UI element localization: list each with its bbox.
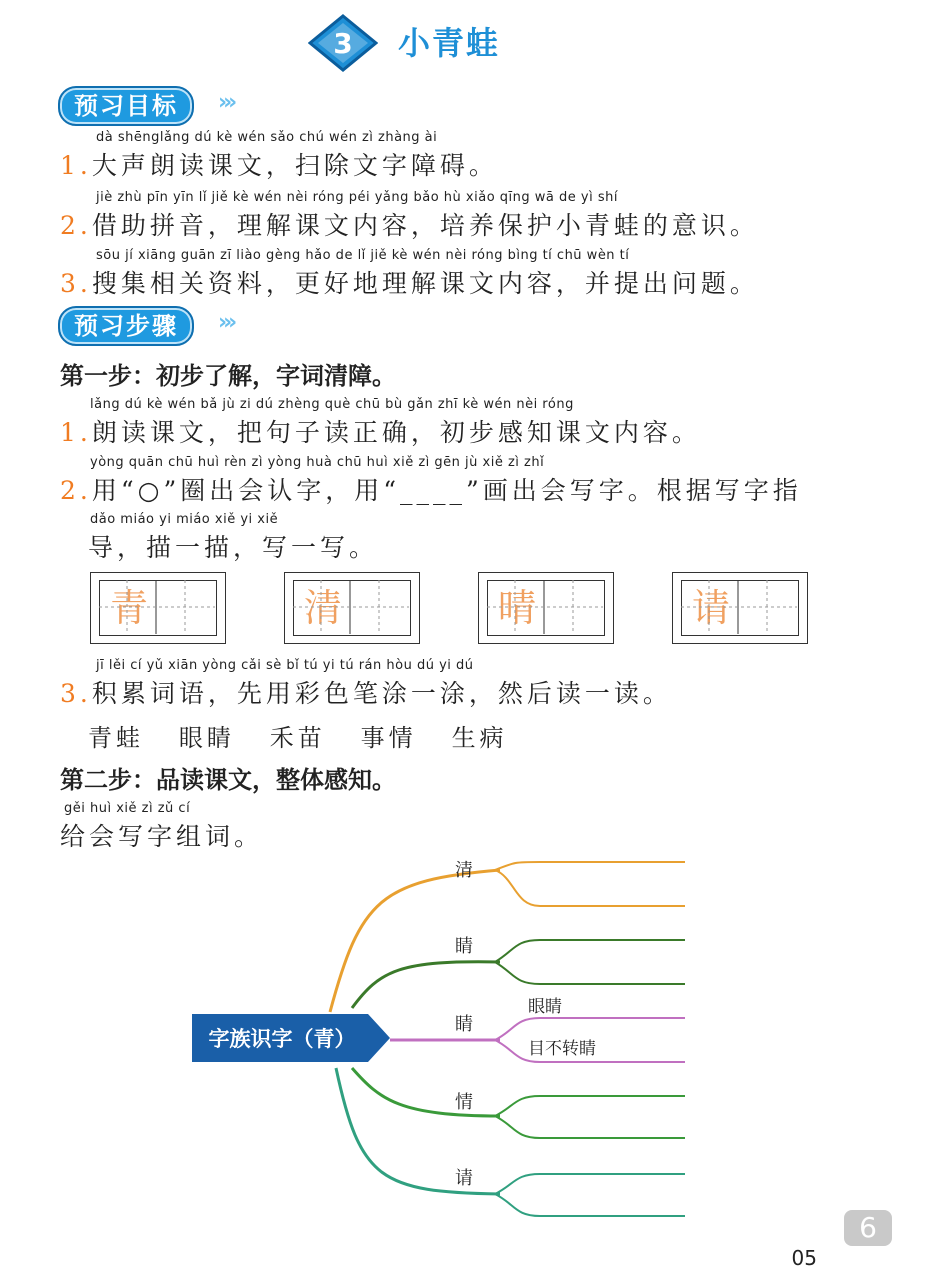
svg-text:3: 3 [333,27,353,60]
step1-item2: 2.用“○”圈出会认字，用“____”画出会写字。根据写字指 [60,476,802,505]
goal-3-pinyin: sōu jí xiāng guān zī liào gèng hǎo de lǐ jiě kè wén nèi róng bìng tí chū wèn tí [96,248,630,263]
branch-char: 睛 [455,1014,473,1035]
goal-2-pinyin: jiè zhù pīn yīn lǐ jiě kè wén nèi róng péi yǎng bǎo hù xiǎo qīng wā de yì shí [96,190,618,205]
chevrons-icon: ››› [218,310,234,335]
branch-char: 睛 [455,936,473,957]
goal-1-pinyin: dà shēnglǎng dú kè wén sǎo chú wén zì zhàng ài [96,130,438,145]
branch-char: 清 [455,860,473,881]
lesson-title: 小青蛙 [398,24,501,62]
chevrons-icon: ››› [218,90,234,115]
goal-2: 2.借助拼音，理解课文内容，培养保护小青蛙的意识。 [60,211,759,240]
goal-1: 1.大声朗读课文，扫除文字障碍。 [60,151,498,180]
branch-word: 目不转睛 [528,1039,596,1059]
step1-item3-pinyin: jī lěi cí yǔ xiān yòng cǎi sè bǐ tú yi tú rán hòu dú yi dú [96,658,474,673]
word: 生病 [451,724,508,752]
branch-char: 情 [455,1092,473,1113]
word: 眼睛 [178,724,235,752]
step1-item1-pinyin: lǎng dú kè wén bǎ jù zi dú zhèng què chū bù gǎn zhī kè wén nèi róng [90,397,574,412]
word: 青蛙 [88,724,144,752]
step1-item2-pinyin: yòng quān chū huì rèn zì yòng huà chū huì xiě zì gēn jù xiě zì zhǐ [90,455,545,470]
corner-badge: 6 [844,1210,892,1246]
branch-word: 眼睛 [528,997,562,1017]
step1-item1: 1.朗读课文，把句子读正确，初步感知课文内容。 [60,418,701,447]
branch-char: 请 [455,1168,473,1189]
step1-item2-pinyin-2: dǎo miáo yi miáo xiě yi xiě [90,512,279,527]
grid-char: 晴 [497,586,536,630]
steps-heading: 预习步骤 [58,306,194,346]
mindmap-root: 字族识字（青） [208,1027,356,1051]
step2-instr-pinyin: gěi huì xiě zì zǔ cí [64,801,191,816]
step1-item3: 3.积累词语，先用彩色笔涂一涂，然后读一读。 [60,679,672,708]
step1-item2-line2: 导，描一描，写一写。 [88,533,379,562]
word-list [88,718,508,753]
goal-3: 3.搜集相关资料，更好地理解课文内容，并提出问题。 [60,269,759,298]
word: 禾苗 [269,724,326,752]
step2-title: 第二步：品读课文，整体感知。 [60,766,396,794]
mindmap [0,840,925,1240]
grid-char: 清 [303,586,342,630]
goals-heading: 预习目标 [58,86,194,126]
grid-char: 青 [109,586,148,630]
step2-instr: 给会写字组词。 [60,822,264,851]
step1-title: 第一步：初步了解，字词清障。 [60,362,396,390]
grid-char: 请 [691,586,730,630]
page-number: 05 [791,1246,817,1270]
word: 事情 [360,724,417,752]
